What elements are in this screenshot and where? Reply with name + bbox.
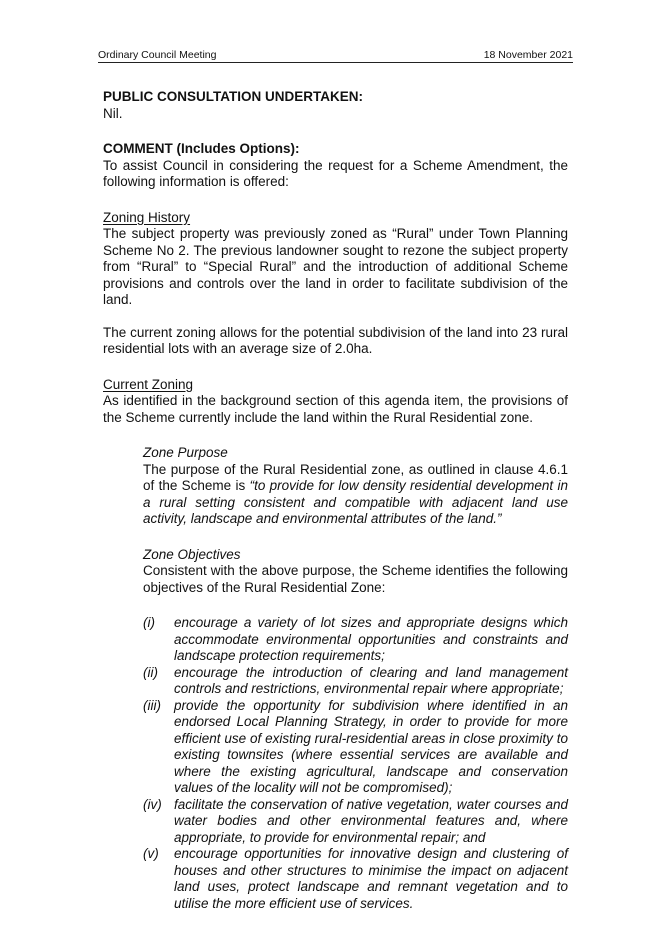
list-item-text: facilitate the conservation of native vegetation, water courses and water bodies and other environmental features and, where appropriate, to provide for environmental repair; and: [174, 796, 568, 845]
zone-objectives-title: Zone Objectives: [143, 546, 241, 562]
list-item-number: (v): [143, 846, 159, 861]
zoning-history-paragraph-2: The current zoning allows for the potential subdivision of the land into 23 rural residential lots with an average size of 2.0ha.: [103, 324, 568, 356]
zone-purpose-paragraph: [143, 462, 568, 528]
objectives-list: [143, 615, 568, 912]
zone-purpose-quote: “to provide for low density residential development in a rural setting consistent and compatible with adjacent land use activity, landscape and environmental attributes of the land.”: [143, 478, 568, 526]
list-item-text: encourage the introduction of clearing and land management controls and restrictions, environmental repair where appropriate;: [174, 664, 568, 696]
consultation-heading: PUBLIC CONSULTATION UNDERTAKEN:: [103, 89, 363, 104]
zone-purpose-section: [143, 445, 568, 596]
list-item-number: (iv): [143, 796, 162, 812]
comment-intro: To assist Council in considering the request for a Scheme Amendment, the following information is offered:: [103, 157, 568, 189]
meeting-date: 18 November 2021: [483, 49, 573, 61]
list-item-text: provide the opportunity for subdivision where identified in an endorsed Local Planning Strategy, in order to provide for more efficient use of existing rural-residential areas in close proximity to existing townsites (where essential services are available and where the existing agricultural, landscape and conservation values of the locality will not be compromised);: [174, 697, 568, 795]
zoning-history-title: Zoning History: [103, 209, 191, 225]
current-zoning-paragraph: As identified in the background section of this agenda item, the provisions of the Scheme currently include the land within the Rural Residential zone.: [103, 393, 568, 425]
list-item-number: (i): [143, 615, 155, 630]
list-item: [143, 797, 568, 847]
list-item-text: encourage a variety of lot sizes and appropriate designs which accommodate environmental opportunities and constraints and landscape protection requirements;: [174, 615, 568, 663]
list-item: [143, 698, 568, 797]
zone-purpose-title: Zone Purpose: [143, 445, 228, 460]
current-zoning-title: Current Zoning: [103, 376, 194, 392]
page-header: [98, 49, 573, 63]
list-item-text: encourage opportunities for innovative design and clustering of houses and other structures to minimise the impact on adjacent land uses, protect landscape and remnant vegetation and to utilise the more efficient use of services.: [174, 846, 568, 911]
zoning-history-paragraph-1: The subject property was previously zoned as “Rural” under Town Planning Scheme No 2. The previous landowner sought to rezone the subject property from “Rural” to “Special Rural” and the introduction of additional Scheme provisions and controls over the land in order to facilitate subdivision of the land.: [103, 226, 568, 307]
list-item: [143, 846, 568, 912]
comment-heading: COMMENT (Includes Options):: [103, 141, 300, 156]
consultation-text: Nil.: [103, 105, 123, 121]
list-item: [143, 615, 568, 665]
zone-objectives-intro: Consistent with the above purpose, the Scheme identifies the following objectives of the Rural Residential Zone:: [143, 563, 568, 595]
list-item: [143, 665, 568, 698]
document-body: [103, 89, 568, 912]
meeting-title: Ordinary Council Meeting: [98, 49, 217, 61]
zone-purpose-lead: The purpose of the Rural Residential zone, as outlined in clause 4.6.1 of the Scheme is: [143, 461, 568, 493]
list-item-number: (iii): [143, 697, 161, 713]
list-item-number: (ii): [143, 664, 158, 680]
